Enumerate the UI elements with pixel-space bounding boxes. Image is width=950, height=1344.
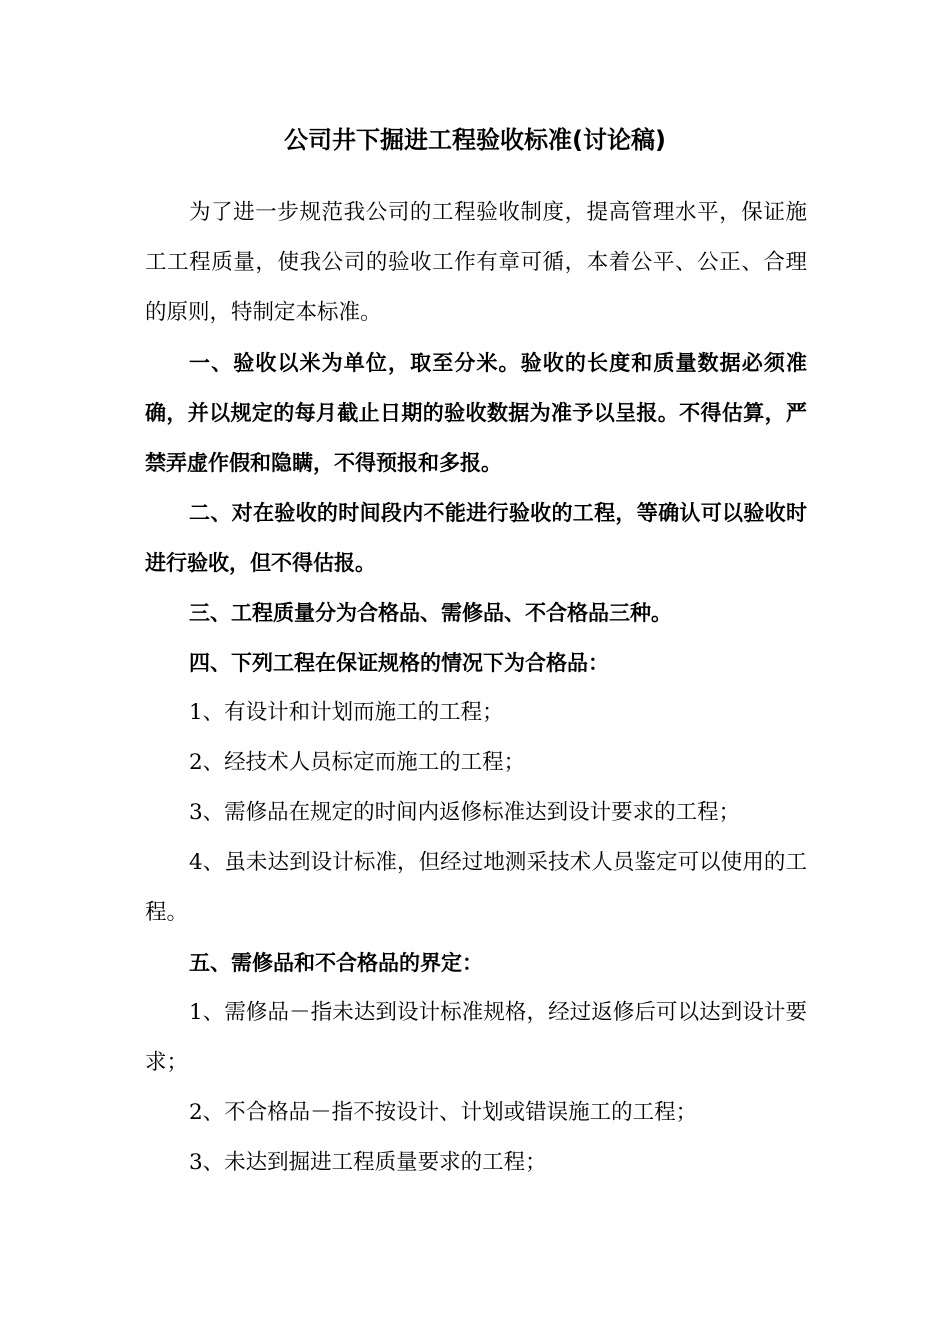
section-2-paragraph: 二、对在验收的时间段内不能进行验收的工程，等确认可以验收时进行验收，但不得估报。	[145, 501, 807, 575]
section-4-item-4: 4、虽未达到设计标准，但经过地测采技术人员鉴定可以使用的工程。	[145, 850, 807, 925]
section-5-item-1: 1、需修品－指未达到设计标准规格，经过返修后可以达到设计要求；	[145, 1000, 807, 1075]
section-1-paragraph: 一、验收以米为单位，取至分米。验收的长度和质量数据必须准确，并以规定的每月截止日期的验收数据为准予以呈报。不得估算，严禁弄虚作假和隐瞒，不得预报和多报。	[145, 351, 807, 475]
section-5-item-3: 3、未达到掘进工程质量要求的工程；	[189, 1150, 547, 1175]
document-body	[145, 188, 807, 1188]
document-title: 公司井下掘进工程验收标准(讨论稿)	[284, 126, 666, 154]
section-4-item-1: 1、有设计和计划而施工的工程；	[189, 700, 504, 725]
section-4-heading: 四、下列工程在保证规格的情况下为合格品：	[189, 651, 609, 675]
section-4-item-3: 3、需修品在规定的时间内返修标准达到设计要求的工程；	[189, 800, 741, 825]
section-3-paragraph: 三、工程质量分为合格品、需修品、不合格品三种。	[189, 601, 672, 625]
section-5-item-2: 2、不合格品－指不按设计、计划或错误施工的工程；	[189, 1100, 698, 1125]
section-5-heading: 五、需修品和不合格品的界定：	[189, 951, 483, 975]
intro-paragraph: 为了进一步规范我公司的工程验收制度，提高管理水平，保证施工工程质量，使我公司的验收工作有章可循，本着公平、公正、合理的原则，特制定本标准。	[145, 200, 807, 325]
section-4-item-2: 2、经技术人员标定而施工的工程；	[189, 750, 526, 775]
